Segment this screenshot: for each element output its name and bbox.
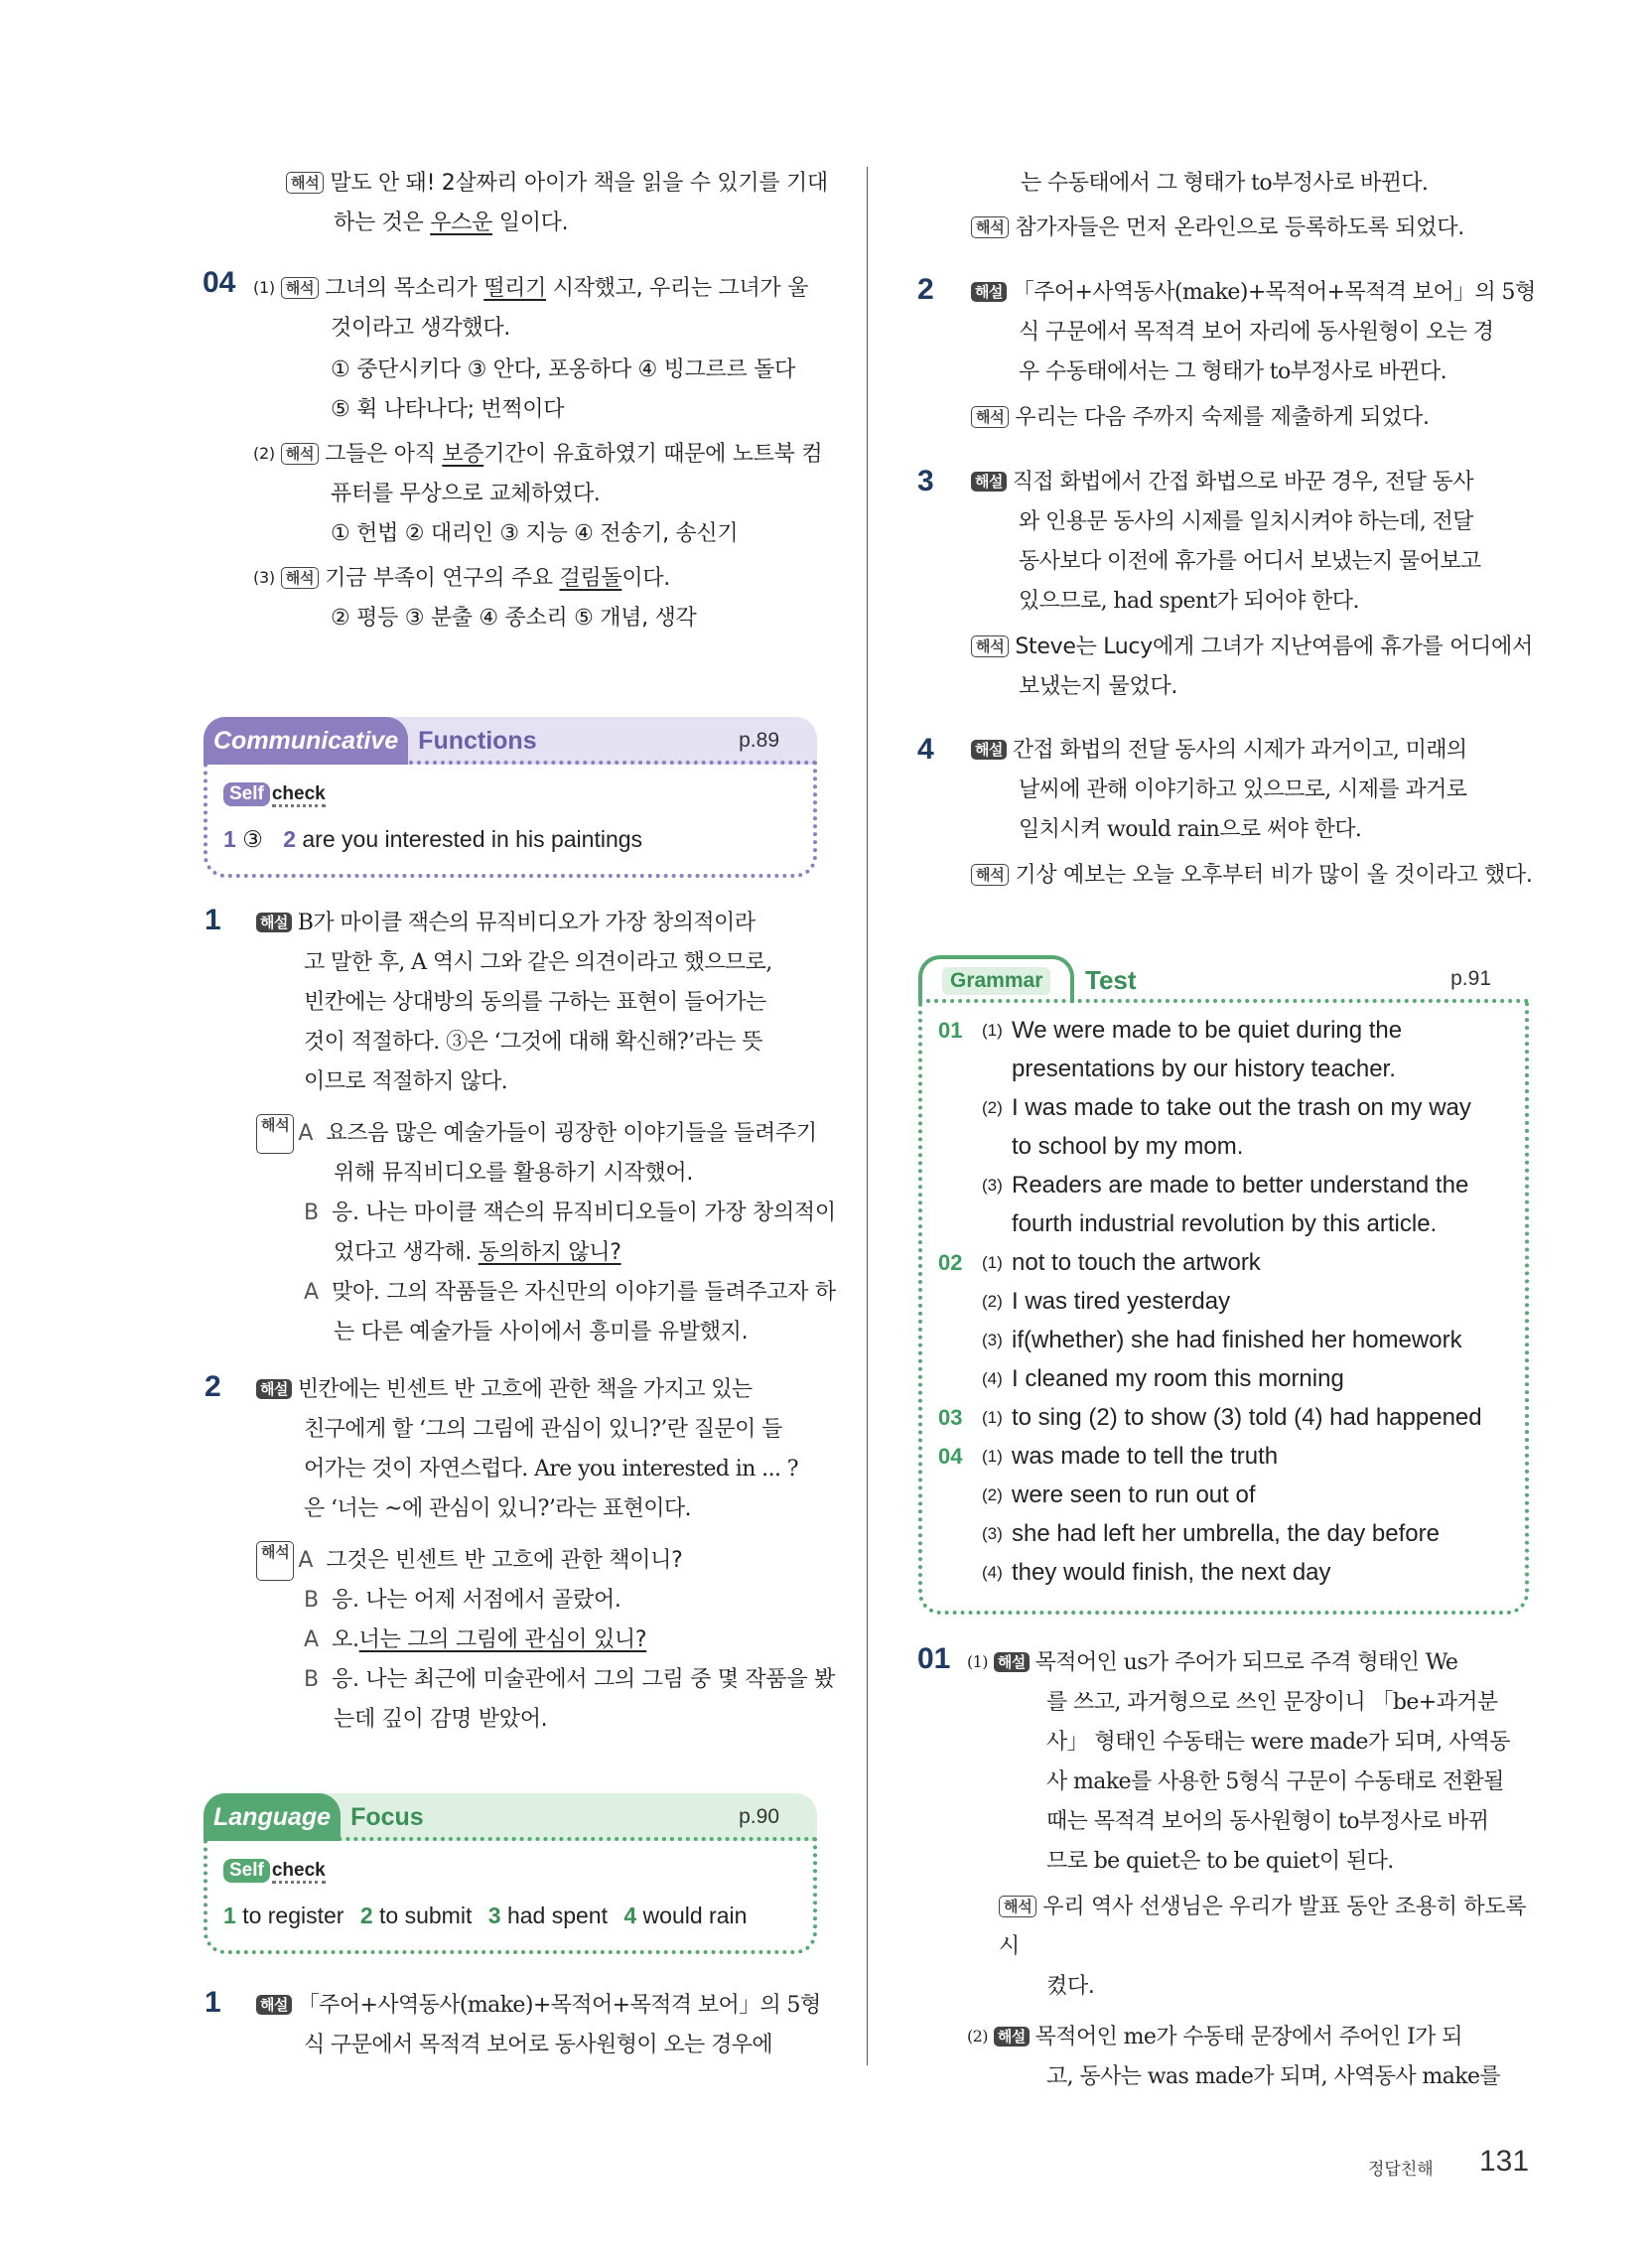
grammar-answer-line <box>938 1321 1514 1359</box>
page-ref: p.90 <box>739 1805 779 1828</box>
answer-number: 04 <box>938 1444 963 1469</box>
grammar-answer-box <box>918 999 1529 1615</box>
answer-text: she had left her umbrella, the day before <box>1012 1520 1440 1547</box>
answer-text: We were made to be quiet during the <box>1012 1017 1403 1044</box>
section-title: Test <box>1085 965 1137 995</box>
grammar-answer-line <box>938 1437 1514 1476</box>
answer-number <box>938 1476 982 1514</box>
footer-label: 정답친해 <box>1368 2160 1434 2180</box>
language-1-explanation: 해설 「주어+사역동사(make)+목적어+목적격 보어」의 5형 식 구문에서 목적격 보어로 동사원형이 오는 경우에 <box>256 1986 837 2065</box>
grammar-answer-line <box>938 1166 1514 1204</box>
grammar-answer-line <box>938 1282 1514 1321</box>
section-title-pill: Grammar <box>918 955 1074 1003</box>
communicative-functions-section <box>204 717 817 878</box>
grammar-answer-line <box>938 1398 1514 1437</box>
column-divider <box>867 167 868 2065</box>
grammar-answer-line <box>938 1243 1514 1282</box>
sub-number: (1) <box>982 1408 1003 1427</box>
question-1-explanation: 해설 B가 마이클 잭슨의 뮤직비디오가 가장 창의적이라 고 말한 후, A 역시 그와 같은 의견이라고 했으므로, 빈칸에는 상대방의 동의를 구하는 표현이 들어가는 것이 적절하다. ③은 ‘그것에 대해 확신해?’라는 뜻 이므로 적절하지 않다. <box>256 904 837 1102</box>
sub-number: (3) <box>982 1176 1003 1195</box>
sub-number: (1) <box>982 1021 1003 1040</box>
page-number: 131 <box>1479 2145 1530 2178</box>
sub-number: (1) <box>982 1447 1003 1466</box>
answer-number <box>938 1282 982 1321</box>
page-ref: p.89 <box>739 729 779 752</box>
sub-number <box>982 1050 1012 1088</box>
answer-text: not to touch the artwork <box>1012 1249 1261 1276</box>
sub-number: (3) <box>982 1331 1003 1349</box>
self-check-box: Self check 1 ③ 2 are you interested in his paintings <box>204 761 817 878</box>
answer-number <box>938 1204 982 1243</box>
answer-number <box>938 1127 982 1166</box>
sub-number: (1) <box>982 1253 1003 1272</box>
answer-number: 01 <box>938 1018 963 1043</box>
sub-number: (2) <box>982 1485 1003 1504</box>
section-header <box>204 717 817 765</box>
answer-text: was made to tell the truth <box>1012 1443 1279 1470</box>
question-number-2: 2 <box>205 1370 221 1403</box>
section-title-pill: Communicative <box>204 717 408 765</box>
grammar-answer-list <box>938 1011 1514 1592</box>
answer-text: I cleaned my room this morning <box>1012 1365 1344 1392</box>
sub-number <box>982 1127 1012 1166</box>
section-title: Functions <box>418 726 537 755</box>
self-check-answers: 1 ③ 2 are you interested in his paintings <box>223 826 643 852</box>
grammar-answer-line <box>938 1050 1514 1088</box>
section-header <box>918 955 1529 1003</box>
question-2-explanation: 해설 「주어+사역동사(make)+목적어+목적격 보어」의 5형 식 구문에서 목적격 보어 자리에 동사원형이 오는 경 우 수동태에서는 그 형태가 to부정사로 바뀐다. 해석 우리는 다음 주까지 숙제를 제출하게 되었다. <box>971 273 1552 438</box>
answer-number <box>938 1553 982 1592</box>
option-list: ② 평등 ③ 분출 ④ 종소리 ⑤ 개념, 생각 <box>331 606 697 631</box>
grammar-test-section <box>918 955 1529 1611</box>
answer-number: 02 <box>938 1250 963 1275</box>
sub-number: (3) <box>982 1524 1003 1543</box>
answer-text: presentations by our history teacher. <box>1012 1056 1396 1082</box>
grammar-answer-line <box>938 1088 1514 1127</box>
question-2-dialogue: 해석 A 그것은 빈센트 반 고흐에 관한 책이니? B 응. 나는 어제 서점에서 골랐어. A 오. 너는 그의 그림에 관심이 있니? B 응. 나는 최근에 미술관에서 그의 그림 중 몇 작품을 봤 는데 깊이 감명 받았어. <box>256 1541 837 1740</box>
question-4-explanation: 해설 간접 화법의 전달 동사의 시제가 과거이고, 미래의 날씨에 관해 이야기하고 있으므로, 시제를 과거로 일치시켜 would rain으로 써야 한다. 해석 기상 예보는 오늘 오후부터 비가 많이 올 것이라고 했다. <box>971 731 1552 896</box>
answer-number <box>938 1166 982 1204</box>
answer-text: if(whether) she had finished her homework <box>1012 1327 1462 1353</box>
section-header <box>204 1793 817 1841</box>
answer-number <box>938 1088 982 1127</box>
question-1-dialogue: 해석 A 요즈음 많은 예술가들이 굉장한 이야기들을 들려주기 위해 뮤직비디오를 활용하기 시작했어. B 응. 나는 마이클 잭슨의 뮤직비디오들이 가장 창의적이 었다고 생각해. 동의하지 않니? A 맞아. 그의 작품들은 자신만의 이야기를 들려주고자 하 는 다른 예술가들 사이에서 흥미를 유발했지. <box>256 1114 837 1352</box>
sub-number: (2) <box>982 1292 1003 1311</box>
option-list: ① 중단시키다 ③ 안다, 포옹하다 ④ 빙그르르 돌다 <box>331 357 795 382</box>
question-number-1: 1 <box>205 1986 221 2019</box>
question-number-1: 1 <box>205 904 221 936</box>
grammar-answer-line <box>938 1514 1514 1553</box>
question-number-01: 01 <box>917 1642 951 1675</box>
translation-note: 해석 말도 안 돼! 2살짜리 아이가 책을 읽을 수 있기를 기대 하는 것은 우스운 일이다. <box>286 164 842 243</box>
self-check-answers: 1 to register 2 to submit 3 had spent 4 would rain <box>223 1903 748 1928</box>
sub-number <box>982 1204 1012 1243</box>
translation-badge: 해석 <box>286 172 324 194</box>
language-focus-section <box>204 1793 817 1954</box>
sub-number: (4) <box>982 1369 1003 1388</box>
question-number-04: 04 <box>203 266 236 299</box>
answer-text: I was tired yesterday <box>1012 1288 1231 1315</box>
answer-number <box>938 1321 982 1359</box>
question-2-explanation: 해설 빈칸에는 빈센트 반 고흐에 관한 책을 가지고 있는 친구에게 할 ‘그의 그림에 관심이 있니?’란 질문이 들 어가는 것이 자연스럽다. Are you interested in ... ? 은 ‘너는 ~에 관심이 있니?’라는 표현이다. <box>256 1370 837 1529</box>
section-title: Focus <box>350 1802 424 1831</box>
question-number-2: 2 <box>917 273 934 306</box>
self-check-box: Self check 1 to register 2 to submit 3 had spent 4 would rain <box>204 1837 817 1954</box>
answer-number: 03 <box>938 1405 963 1430</box>
answer-text: were seen to run out of <box>1012 1482 1256 1508</box>
grammar-answer-line <box>938 1476 1514 1514</box>
grammar-answer-line <box>938 1204 1514 1243</box>
grammar-answer-line <box>938 1011 1514 1050</box>
answer-text: Readers are made to better understand the <box>1012 1172 1469 1199</box>
sub-number: (4) <box>982 1563 1003 1582</box>
question-number-4: 4 <box>917 733 934 766</box>
answer-text: fourth industrial revolution by this article. <box>1012 1210 1438 1237</box>
grammar-answer-line <box>938 1127 1514 1166</box>
answer-text: they would finish, the next day <box>1012 1559 1331 1586</box>
question-04-block: (1) 해석 그녀의 목소리가 떨리기 시작했고, 우리는 그녀가 울 것이라고 생각했다. ① 중단시키다 ③ 안다, 포옹하다 ④ 빙그르르 돌다 ⑤ 휙 나타나다; 번쩍이다 (2) 해석 그들은 아직 보증기간이 유효하였기 때문에 노트북 컴 퓨터를 무상으로 교체하였다. ① 헌법 ② 대리인 ③ 지능 ④ 전송기, 송신기 (3) 해석 기금 부족이 연구의 주요 걸림돌이다. ② 평등 ③ 분출 ④ 종소리 ⑤ 개념, 생각 <box>253 268 829 638</box>
question-number-3: 3 <box>917 465 934 497</box>
answer-number <box>938 1050 982 1088</box>
section-title-pill: Language <box>204 1793 341 1841</box>
grammar-01-explanation: (1) 해설 목적어인 us가 주어가 되므로 주격 형태인 We 를 쓰고, 과거형으로 쓰인 문장이니 「be+과거분 사」 형태인 수동태는 were made가 되며, 사역동 사 make를 사용한 5형식 구문이 수동태로 전환될 때는 목적격 보어의 동사원형이 to부정사로 바뀌 므로 be quiet은 to be quiet이 된다. 해석 우리 역사 선생님은 우리가 발표 동안 조용히 하도록 시 켰다. (2) 해설 목적어인 me가 수동태 문장에서 주어인 I가 되 고, 동사는 was made가 되며, 사역동사 make를 <box>967 1650 1527 2089</box>
continued-explanation: 는 수동태에서 그 형태가 to부정사로 바뀐다. <box>1021 171 1429 196</box>
answer-text: I was made to take out the trash on my way <box>1012 1094 1471 1121</box>
translation-note: 해석 참가자들은 먼저 온라인으로 등록하도록 되었다. <box>971 209 1547 248</box>
option-list: ⑤ 휙 나타나다; 번쩍이다 <box>331 397 565 422</box>
answer-text: to sing (2) to show (3) told (4) had happened <box>1012 1404 1482 1431</box>
grammar-answer-line <box>938 1359 1514 1398</box>
answer-number <box>938 1359 982 1398</box>
option-list: ① 헌법 ② 대리인 ③ 지능 ④ 전송기, 송신기 <box>331 521 739 546</box>
sub-number: (2) <box>982 1098 1003 1117</box>
page-ref: p.91 <box>1450 967 1491 990</box>
answer-text: to school by my mom. <box>1012 1133 1244 1160</box>
grammar-answer-line <box>938 1553 1514 1592</box>
answer-number <box>938 1514 982 1553</box>
question-3-explanation: 해설 직접 화법에서 간접 화법으로 바꾼 경우, 전달 동사 와 인용문 동사의 시제를 일치시켜야 하는데, 전달 동사보다 이전에 휴가를 어디서 보냈는지 물어보고 있으므로, had spent가 되어야 한다. 해석 Steve는 Lucy에게 그녀가 지난여름에 휴가를 어디에서 보냈는지 물었다. <box>971 463 1552 707</box>
